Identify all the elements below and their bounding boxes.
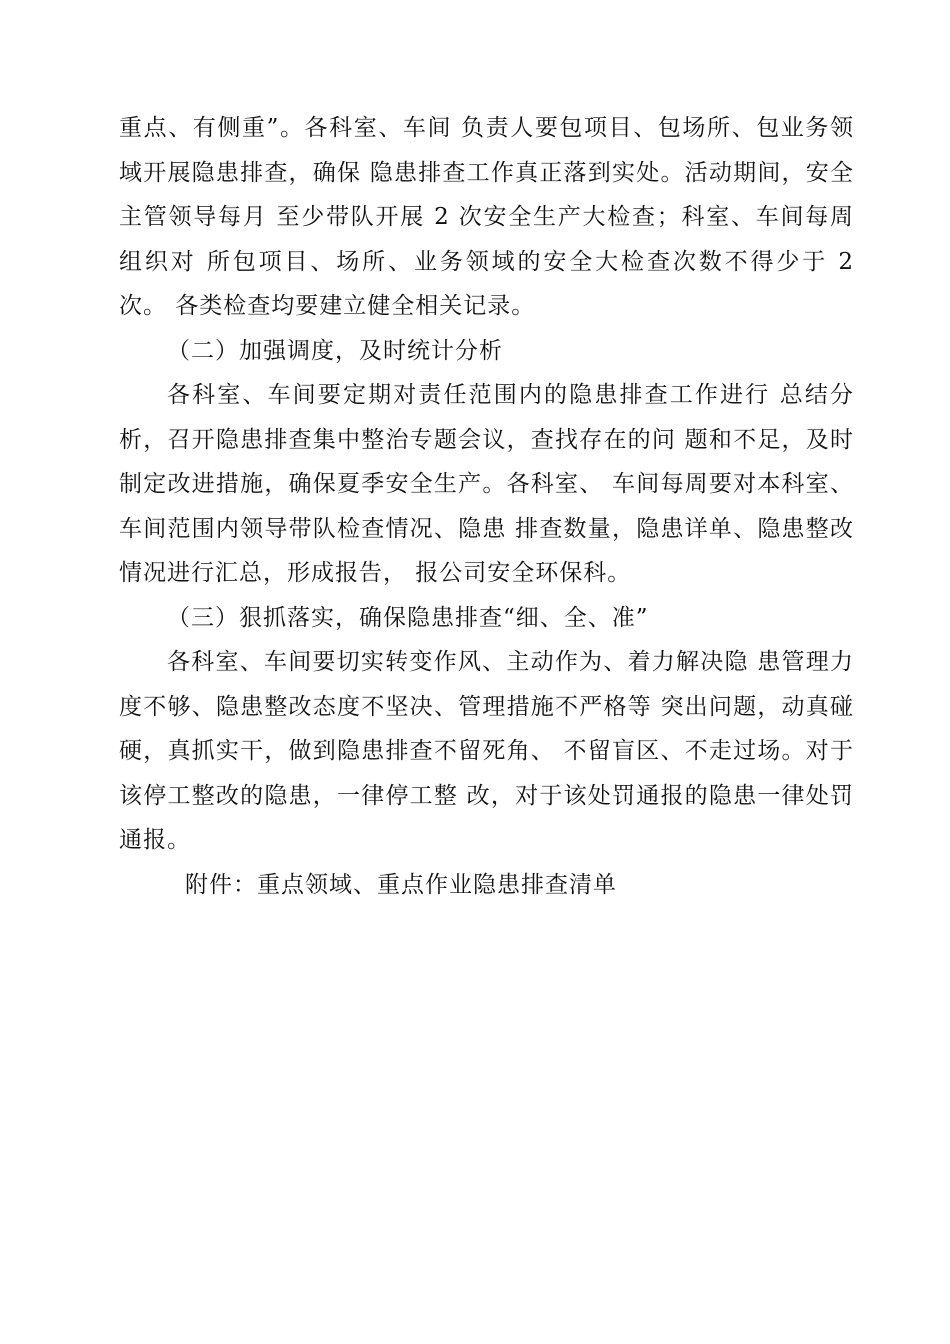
attachment-line: 附件：重点领域、重点作业隐患排查清单 — [185, 871, 617, 898]
paragraph-summary-analysis: 各科室、车间要定期对责任范围内的隐患排查工作进行 总结分析，召开隐患排查集中整治专题会议，查找存在的问 题和不足，及时制定改进措施，确保夏季安全生产。各科室、 车间每周要对本科室、车间范围内领导带队检查情况、隐患 排查数量，隐患详单、隐患整改情况进行汇总，形成报告， 报公司安全环保科。 — [119, 382, 854, 586]
paragraph-implementation-details: 各科室、车间要切实转变作风、主动作为、着力解决隐 患管理力度不够、隐患整改态度不坚决、管理措施不严格等 突出问题，动真碰硬，真抓实干，做到隐患排查不留死角、 不留盲区、不走过场。对于该停工整改的隐患，一律停工整 改，对于该处罚通报的隐患一律处罚通报。 — [119, 649, 854, 853]
section-heading-implementation: （三）狠抓落实，确保隐患排查“细、全、准” — [167, 604, 649, 631]
document-body — [119, 106, 854, 907]
section-heading-dispatch-analysis: （二）加强调度，及时统计分析 — [167, 337, 503, 364]
paragraph-inspection-requirements: 重点、有侧重”。各科室、车间 负责人要包项目、包场所、包业务领域开展隐患排查，确保 隐患排查工作真正落到实处。活动期间，安全主管领导每月 至少带队开展 2 次安全生产大检查；科室、车间每周组织对 所包项目、场所、业务领域的安全大检查次数不得少于 2 次。 各类检查均要建立健全相关记录。 — [119, 115, 854, 319]
